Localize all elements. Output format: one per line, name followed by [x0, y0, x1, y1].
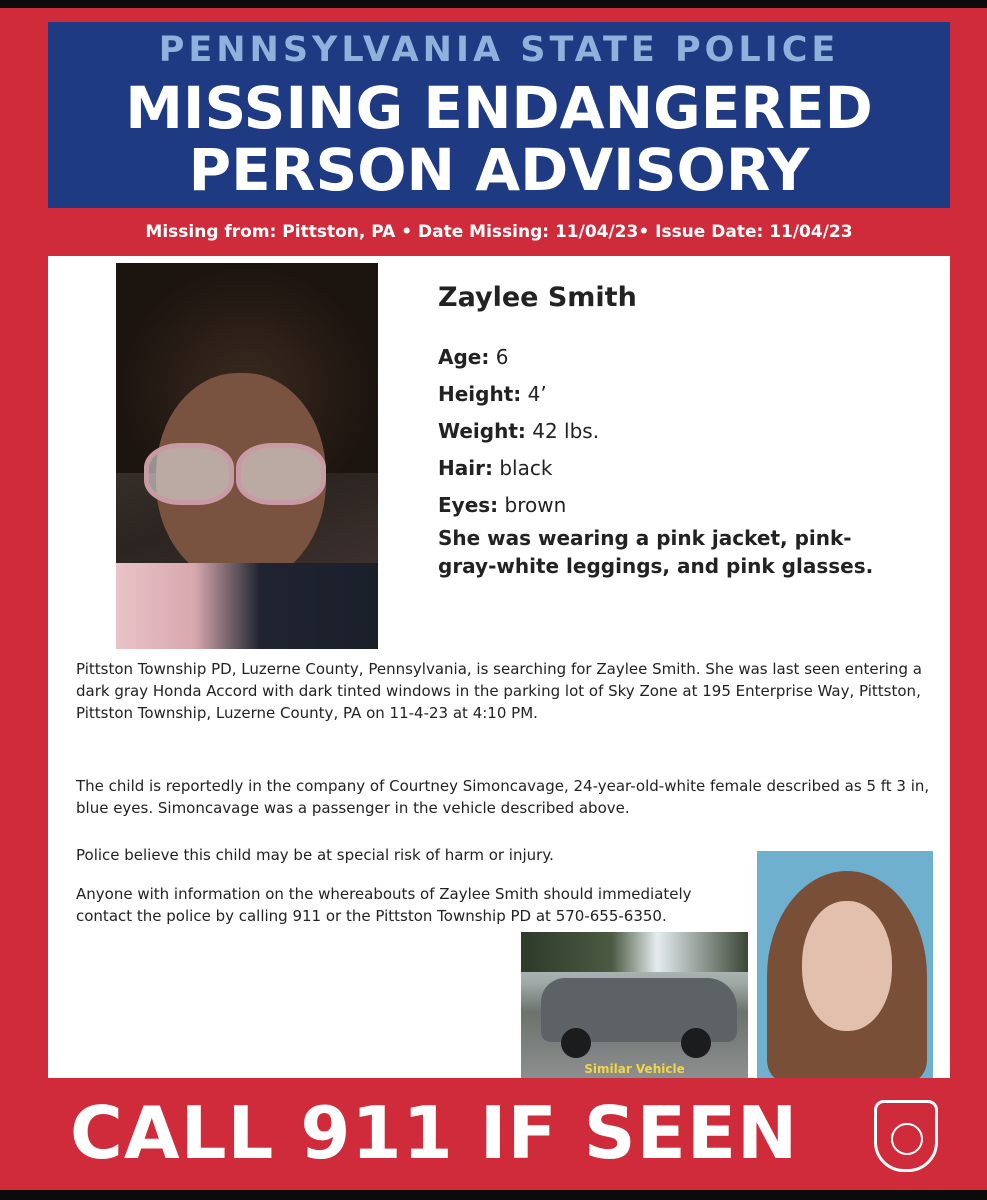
fact-value: brown	[504, 493, 567, 517]
paragraph-contact: Anyone with information on the whereabouts of Zaylee Smith should immediately contact the police by calling 911 or the Pittston Township PD at 570-655-6350.	[76, 885, 692, 925]
missing-info-line: Missing from: Pittston, PA • Date Missing: 11/04/23• Issue Date: 11/04/23	[145, 222, 853, 242]
person-facts	[438, 339, 599, 524]
fact-value: 4’	[527, 382, 547, 406]
clothing-description: She was wearing a pink jacket, pink-gray-white leggings, and pink glasses.	[438, 526, 874, 578]
top-edge	[0, 0, 987, 8]
photo-glasses-left	[144, 443, 234, 505]
fact-label: Hair:	[438, 456, 493, 480]
fact-age	[438, 339, 599, 376]
person-name: Zaylee Smith	[438, 282, 637, 313]
fact-eyes	[438, 487, 599, 524]
advisory-poster	[0, 8, 987, 1190]
poster-header	[48, 22, 950, 208]
photo-background	[521, 932, 748, 972]
call-911-banner: CALL 911 IF SEEN	[70, 1091, 799, 1175]
fact-label: Age:	[438, 345, 490, 369]
car-wheel	[561, 1028, 591, 1058]
car-wheel	[681, 1028, 711, 1058]
companion-photo	[757, 851, 933, 1078]
photo-face	[802, 901, 892, 1031]
similar-vehicle-photo	[521, 932, 748, 1078]
bottom-edge	[0, 1190, 987, 1200]
fact-value: 42 lbs.	[532, 419, 600, 443]
fact-label: Weight:	[438, 419, 526, 443]
poster-content	[48, 256, 950, 1078]
fact-label: Height:	[438, 382, 522, 406]
paragraph-companion: The child is reportedly in the company of Courtney Simoncavage, 24-year-old-white female described as 5 ft 3 in, blue eyes. Simoncavage was a passenger in the vehicle described above.	[76, 777, 930, 817]
missing-child-photo	[116, 263, 378, 649]
agency-name: PENNSYLVANIA STATE POLICE	[158, 30, 840, 70]
state-police-seal-icon	[874, 1100, 938, 1172]
fact-hair	[438, 450, 599, 487]
title-line-2: PERSON ADVISORY	[188, 136, 810, 204]
paragraph-risk: Police believe this child may be at special risk of harm or injury.	[76, 846, 554, 864]
paragraph-last-seen: Pittston Township PD, Luzerne County, Pennsylvania, is searching for Zaylee Smith. She was last seen entering a dark gray Honda Accord with dark tinted windows in the parking lot of Sky Zone at 195 Enterprise Way, Pittston, Pittston Township, Luzerne County, PA on 11-4-23 at 4:10 PM.	[76, 660, 922, 722]
fact-value: 6	[495, 345, 509, 369]
title-line-1: MISSING ENDANGERED	[125, 74, 873, 142]
photo-jacket	[116, 563, 378, 649]
poster-footer	[48, 1078, 950, 1190]
seal-emblem	[891, 1123, 923, 1155]
fact-label: Eyes:	[438, 493, 499, 517]
fact-height	[438, 376, 599, 413]
fact-weight	[438, 413, 599, 450]
photo-glasses-right	[236, 443, 326, 505]
vehicle-caption: Similar Vehicle	[584, 1062, 685, 1076]
fact-value: black	[499, 456, 553, 480]
